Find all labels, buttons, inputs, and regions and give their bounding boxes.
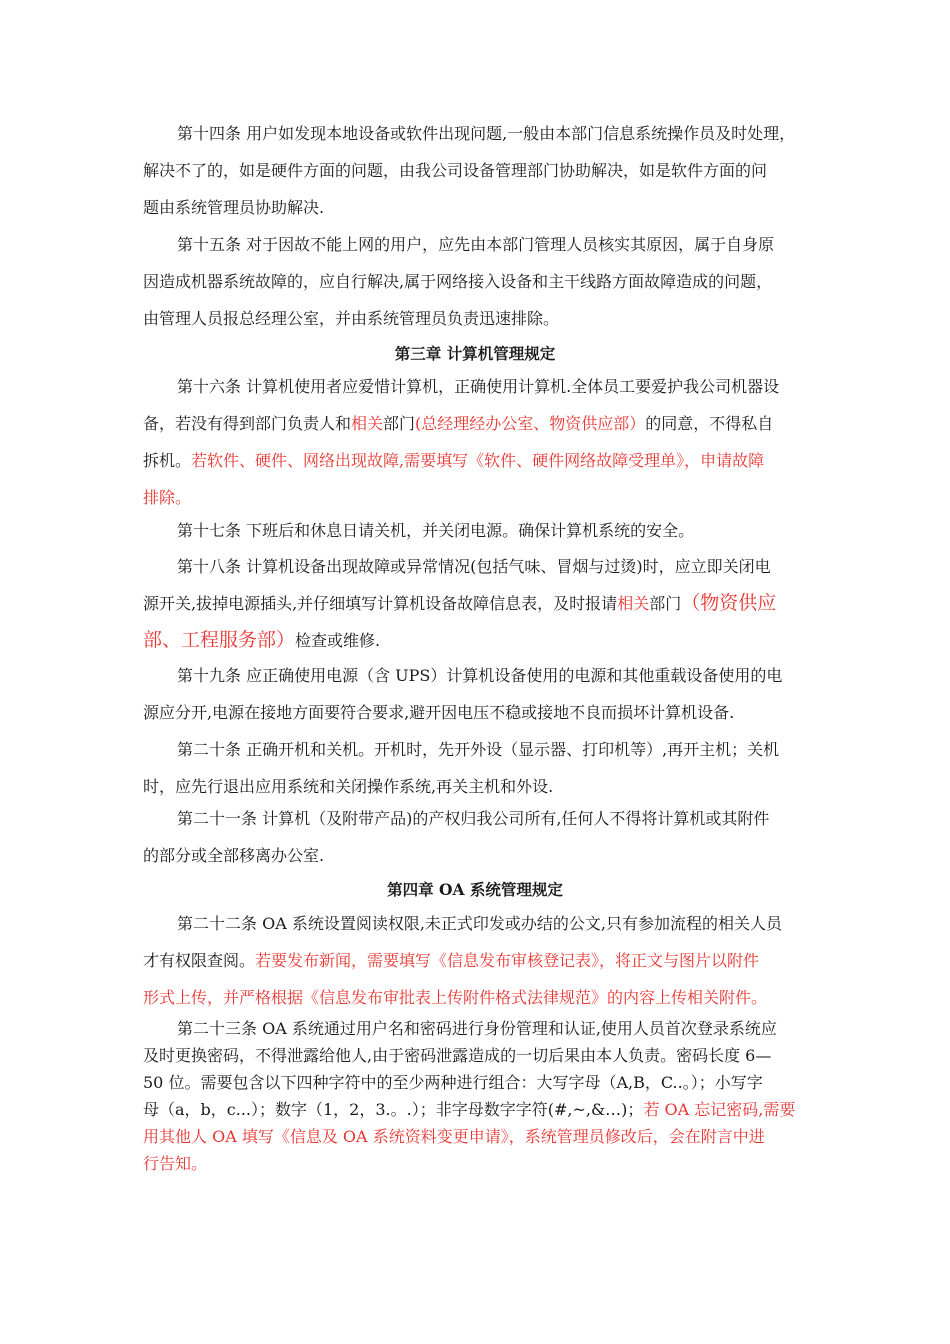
chapter-4-heading: 第四章 OA 系统管理规定 xyxy=(387,880,563,899)
paragraph-line: 题由系统管理员协助解决. xyxy=(143,198,325,217)
paragraph-line xyxy=(143,585,807,622)
paragraph-line: 第十五条 对于因故不能上网的用户，应先由本部门管理人员核实其原因，属于自身原 xyxy=(177,235,775,254)
paragraph-line: 由管理人员报总经理公室，并由系统管理员负责迅速排除。 xyxy=(143,309,560,328)
paragraph-line: 第二十二条 OA 系统设置阅读权限,未正式印发或办结的公文,只有参加流程的相关人员 xyxy=(177,914,783,933)
highlight-text: （物资供应 xyxy=(681,592,777,614)
paragraph-line xyxy=(143,442,807,479)
article-16 xyxy=(143,368,807,516)
article-17 xyxy=(143,512,807,549)
paragraph-line: 第十四条 用户如发现本地设备或软件出现问题,一般由本部门信息系统操作员及时处理， xyxy=(177,124,796,143)
highlight-text: 相关 xyxy=(351,414,384,433)
paragraph-line: 源应分开,电源在接地方面要符合要求,避开因电压不稳或接地不良而损坏计算机设备. xyxy=(143,703,735,722)
article-23 xyxy=(143,1015,807,1177)
paragraph-line: 第十六条 计算机使用者应爱惜计算机，正确使用计算机.全体员工要爱护我公司机器设 xyxy=(177,377,780,396)
paragraph-line: 第十七条 下班后和休息日请关机，并关闭电源。确保计算机系统的安全。 xyxy=(177,521,695,540)
paragraph-line: 第二十条 正确开机和关机。开机时，先开外设（显示器、打印机等）,再开主机；关机 xyxy=(177,740,780,759)
paragraph-line: 50 位。需要包含以下四种字符中的至少两种进行组合：大写字母（A,B，C..。）；小写字 xyxy=(143,1073,763,1092)
paragraph-line xyxy=(143,622,807,659)
highlight-text: 若 OA 忘记密码,需要 xyxy=(643,1100,796,1119)
highlight-text: (总经理经办公室、物资供应部） xyxy=(415,414,646,433)
text-run: 检查或维修. xyxy=(295,631,381,650)
text-run: 部门 xyxy=(383,414,416,433)
paragraph-line: 第二十三条 OA 系统通过用户名和密码进行身份管理和认证,使用人员首次登录系统应 xyxy=(177,1019,777,1038)
highlight-text: 若要发布新闻，需要填写《信息发布审核登记表》，将正文与图片以附件 xyxy=(255,951,760,970)
article-22 xyxy=(143,905,807,1016)
paragraph-line: 因造成机器系统故障的，应自行解决,属于网络接入设备和主干线路方面故障造成的问题， xyxy=(143,272,773,291)
paragraph-line: 第十八条 计算机设备出现故障或异常情况(包括气味、冒烟与过烫)时，应立即关闭电 xyxy=(177,557,771,576)
paragraph-line: 形式上传，并严格根据《信息发布审批表上传附件格式法律规范》的内容上传相关附件。 xyxy=(143,988,768,1007)
text-run: 的同意，不得私自 xyxy=(645,414,774,433)
article-15 xyxy=(143,226,807,337)
text-run: 母（a，b，c...）；数字（1，2，3.。.）；非字母数字字符(#,~,&…)； xyxy=(143,1100,644,1119)
paragraph-line: 解决不了的，如是硬件方面的问题，由我公司设备管理部门协助解决，如是软件方面的问 xyxy=(143,161,768,180)
article-14 xyxy=(143,115,807,226)
article-18 xyxy=(143,548,807,659)
text-run: 才有权限查阅。 xyxy=(143,951,256,970)
text-run: 部门 xyxy=(649,594,682,613)
highlight-text: 部、工程服务部） xyxy=(143,629,296,651)
chapter-3-heading: 第三章 计算机管理规定 xyxy=(394,344,556,363)
highlight-text: 相关 xyxy=(617,594,650,613)
article-19 xyxy=(143,657,807,731)
paragraph-line: 的部分或全部移离办公室. xyxy=(143,846,325,865)
text-run: 拆机。 xyxy=(143,451,192,470)
paragraph-line: 行告知。 xyxy=(143,1154,208,1173)
paragraph-line: 第二十一条 计算机（及附带产品)的产权归我公司所有,任何人不得将计算机或其附件 xyxy=(177,809,770,828)
paragraph-line xyxy=(143,405,807,442)
paragraph-line xyxy=(143,1096,807,1123)
text-run: 源开关,拔掉电源插头,并仔细填写计算机设备故障信息表，及时报请 xyxy=(143,594,618,613)
paragraph-line: 用其他人 OA 填写《信息及 OA 系统资料变更申请》，系统管理员修改后，会在附言中进 xyxy=(143,1127,765,1146)
paragraph-line: 排除。 xyxy=(143,488,192,507)
article-20 xyxy=(143,731,807,805)
highlight-text: 若软件、硬件、网络出现故障,需要填写《软件、硬件网络故障受理单》，申请故障 xyxy=(191,451,765,470)
paragraph-line xyxy=(143,942,807,979)
paragraph-line: 及时更换密码，不得泄露给他人,由于密码泄露造成的一切后果由本人负责。密码长度 6— xyxy=(143,1046,772,1065)
paragraph-line: 第十九条 应正确使用电源（含 UPS）计算机设备使用的电源和其他重载设备使用的电 xyxy=(177,666,783,685)
text-run: 备，若没有得到部门负责人和 xyxy=(143,414,352,433)
article-21 xyxy=(143,800,807,874)
paragraph-line: 时，应先行退出应用系统和关闭操作系统,再关主机和外设. xyxy=(143,777,554,796)
